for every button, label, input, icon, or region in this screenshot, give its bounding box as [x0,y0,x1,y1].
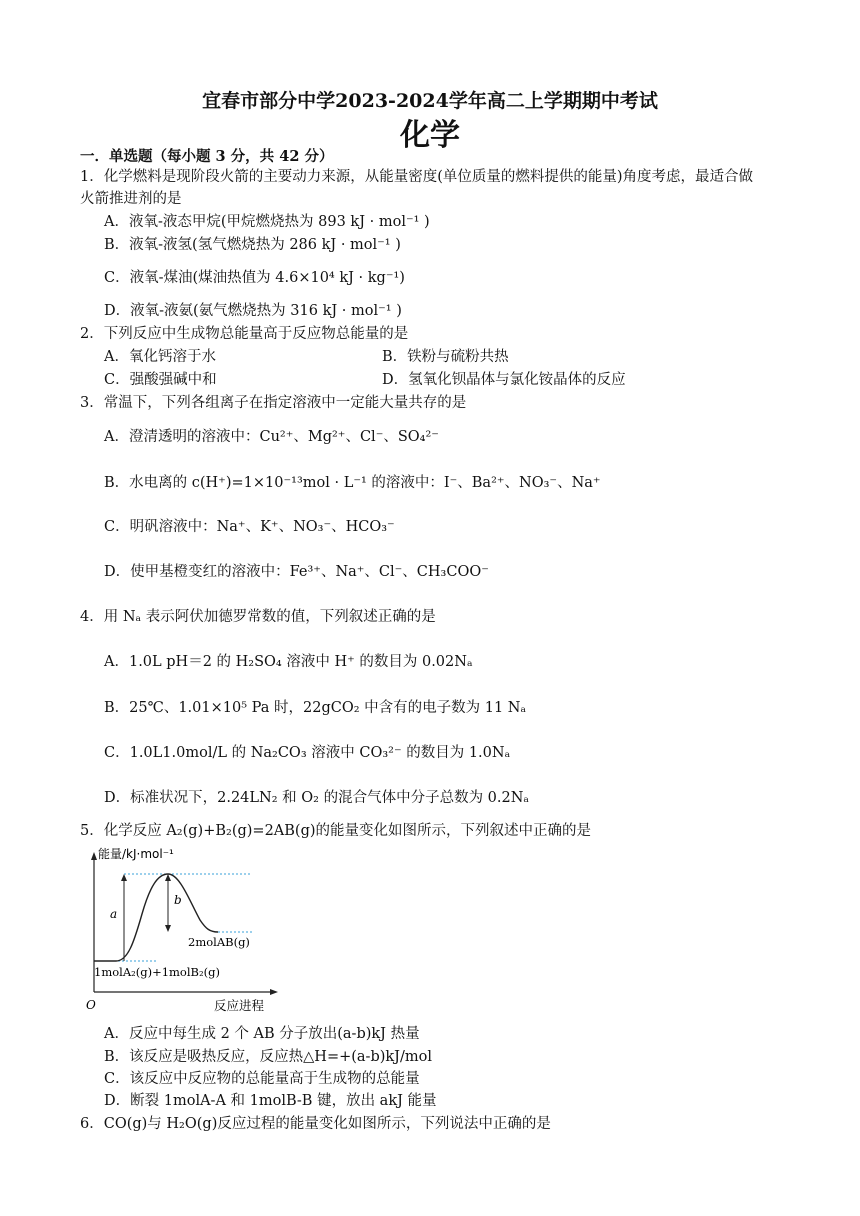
q1-stem-line1: 1．化学燃料是现阶段火箭的主要动力来源，从能量密度(单位质量的燃料提供的能量)角度考虑，最适合做 [80,169,754,185]
q3-option-d: D．使甲基橙变红的溶液中：Fe³⁺、Na⁺、Cl⁻、CH₃COO⁻ [104,564,489,580]
q5-option-b: B．该反应是吸热反应，反应热△H=+(a-b)kJ/mol [104,1049,432,1065]
exam-title: 宜春市部分中学2023-2024学年高二上学期期中考试 [202,90,658,112]
q4-option-b: B．25℃、1.01×10⁵ Pa 时，22gCO₂ 中含有的电子数为 11 Nₐ [104,700,527,716]
y-axis-label: 能量/kJ·mol⁻¹ [98,847,174,861]
q5-option-d: D．断裂 1molA-A 和 1molB-B 键，放出 akJ 能量 [104,1093,437,1109]
q4-option-c: C．1.0L1.0mol/L 的 Na₂CO₃ 溶液中 CO₃²⁻ 的数目为 1.0Nₐ [104,745,511,761]
q1-option-d: D．液氧-液氨(氨气燃烧热为 316 kJ · mol⁻¹ ) [104,303,402,319]
q2-option-b: B．铁粉与硫粉共热 [382,349,509,365]
q1-option-b: B．液氧-液氢(氢气燃烧热为 286 kJ · mol⁻¹ ) [104,237,401,253]
label-b: b [174,893,182,907]
q2-option-a: A．氧化钙溶于水 [104,349,216,365]
section-heading: 一．单选题（每小题 3 分，共 42 分） [80,148,334,165]
x-axis-arrow [270,989,278,995]
q1-stem-line2: 火箭推进剂的是 [80,191,182,207]
q2-option-c: C．强酸强碱中和 [104,372,217,388]
q2-stem: 2．下列反应中生成物总能量高于反应物总能量的是 [80,326,409,342]
q5-option-a: A．反应中每生成 2 个 AB 分子放出(a-b)kJ 热量 [104,1026,420,1042]
q3-option-c: C．明矾溶液中：Na⁺、K⁺、NO₃⁻、HCO₃⁻ [104,519,395,535]
q3-option-a: A．澄清透明的溶液中：Cu²⁺、Mg²⁺、Cl⁻、SO₄²⁻ [104,429,439,445]
q5-stem: 5．化学反应 A₂(g)+B₂(g)=2AB(g)的能量变化如图所示，下列叙述中正确的是 [80,823,592,839]
energy-diagram [84,842,284,1017]
x-axis-label: 反应进程 [214,998,265,1013]
q3-stem: 3．常温下，下列各组离子在指定溶液中一定能大量共存的是 [80,395,467,411]
q4-option-a: A．1.0L pH＝2 的 H₂SO₄ 溶液中 H⁺ 的数目为 0.02Nₐ [104,654,473,670]
q3-option-b: B．水电离的 c(H⁺)=1×10⁻¹³mol · L⁻¹ 的溶液中：I⁻、Ba²⁺、NO₃⁻、Na⁺ [104,475,601,491]
arrow-a-head [121,874,127,881]
q4-stem: 4．用 Nₐ 表示阿伏加德罗常数的值，下列叙述正确的是 [80,609,436,625]
product-label: 2molAB(g) [188,935,250,949]
q4-option-d: D．标准状况下，2.24LN₂ 和 O₂ 的混合气体中分子总数为 0.2Nₐ [104,790,530,806]
exam-subject: 化学 [400,118,460,153]
q1-option-a: A．液氧-液态甲烷(甲烷燃烧热为 893 kJ · mol⁻¹ ) [104,214,430,230]
origin-label: O [86,998,96,1012]
q6-stem: 6．CO(g)与 H₂O(g)反应过程的能量变化如图所示，下列说法中正确的是 [80,1116,551,1132]
q2-option-d: D．氢氧化钡晶体与氯化铵晶体的反应 [382,372,626,388]
q5-option-c: C．该反应中反应物的总能量高于生成物的总能量 [104,1071,420,1087]
label-a: a [110,907,118,921]
q1-option-c: C．液氧-煤油(煤油热值为 4.6×10⁴ kJ · kg⁻¹) [104,270,405,286]
arrow-b-head-down [165,925,171,932]
arrow-b-head-up [165,874,171,881]
y-axis-arrow [91,852,97,860]
reactant-label: 1molA₂(g)+1molB₂(g) [94,965,220,979]
